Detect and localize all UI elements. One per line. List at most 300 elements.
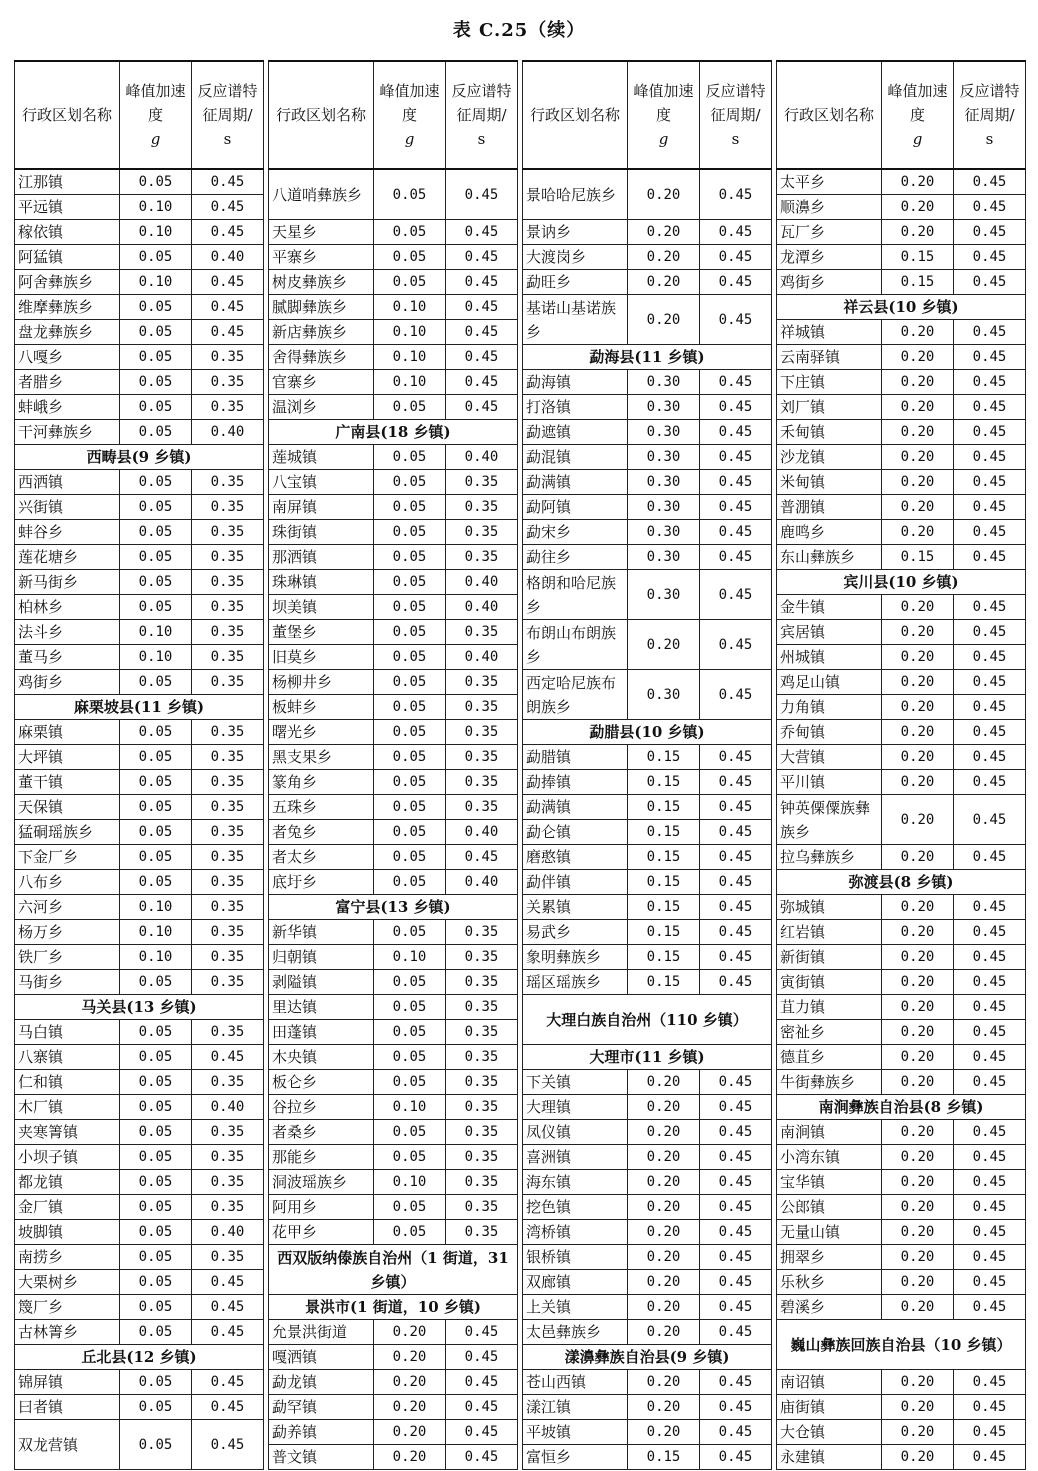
table-row: [269, 970, 518, 995]
table-row: [777, 195, 1026, 220]
table-row: [269, 495, 518, 520]
section-header-row: [777, 1320, 1026, 1370]
table-row: [777, 795, 1026, 845]
region-name-cell: 谷拉乡: [269, 1095, 374, 1120]
region-name-cell: 锦屏镇: [15, 1370, 120, 1395]
table-row: [523, 1445, 772, 1470]
header-name: 行政区划名称: [777, 61, 882, 169]
period-cell: 0.35: [446, 995, 518, 1020]
section-title: 漾濞彝族自治县(9 乡镇): [523, 1345, 772, 1370]
pga-cell: 0.20: [882, 370, 954, 395]
column-table: [268, 60, 518, 1470]
table-row: [523, 1170, 772, 1195]
period-cell: 0.35: [446, 620, 518, 645]
table-row: [777, 1195, 1026, 1220]
table-row: [777, 1020, 1026, 1045]
pga-cell: 0.20: [882, 445, 954, 470]
pga-cell: 0.05: [374, 520, 446, 545]
table-row: [15, 1120, 264, 1145]
period-cell: 0.45: [954, 595, 1026, 620]
region-name-cell: 下关镇: [523, 1070, 628, 1095]
pga-cell: 0.10: [374, 345, 446, 370]
region-name-cell: 大营镇: [777, 745, 882, 770]
pga-cell: 0.05: [120, 1320, 192, 1345]
region-name-cell: 杨柳井乡: [269, 670, 374, 695]
table-row: [523, 1195, 772, 1220]
pga-cell: 0.20: [628, 1195, 700, 1220]
region-name-cell: 勐海镇: [523, 370, 628, 395]
region-name-cell: 新街镇: [777, 945, 882, 970]
pga-cell: 0.05: [374, 1045, 446, 1070]
region-name-cell: 景讷乡: [523, 220, 628, 245]
period-cell: 0.45: [446, 1320, 518, 1345]
region-name-cell: 禾甸镇: [777, 420, 882, 445]
pga-cell: 0.05: [120, 845, 192, 870]
table-row: [15, 570, 264, 595]
header-row: [523, 61, 772, 169]
pga-cell: 0.05: [120, 320, 192, 345]
region-name-cell: 夹寒箐镇: [15, 1120, 120, 1145]
table-row: [15, 1170, 264, 1195]
header-name: 行政区划名称: [269, 61, 374, 169]
pga-cell: 0.20: [882, 1370, 954, 1395]
table-row: [777, 895, 1026, 920]
column-table: [522, 60, 772, 1470]
region-name-cell: 凤仪镇: [523, 1120, 628, 1145]
period-cell: 0.35: [192, 920, 264, 945]
region-name-cell: 格朗和哈尼族乡: [523, 570, 628, 620]
period-cell: 0.45: [954, 169, 1026, 195]
period-cell: 0.45: [954, 195, 1026, 220]
region-name-cell: 里达镇: [269, 995, 374, 1020]
section-title: 西畴县(9 乡镇): [15, 445, 264, 470]
table-row: [269, 670, 518, 695]
region-name-cell: 象明彝族乡: [523, 945, 628, 970]
pga-cell: 0.05: [374, 545, 446, 570]
region-name-cell: 董马乡: [15, 645, 120, 670]
region-name-cell: 鸡街乡: [15, 670, 120, 695]
region-name-cell: 富恒乡: [523, 1445, 628, 1470]
table-row: [15, 470, 264, 495]
period-cell: 0.35: [192, 370, 264, 395]
period-cell: 0.35: [192, 720, 264, 745]
region-name-cell: 乔甸镇: [777, 720, 882, 745]
region-name-cell: 苴力镇: [777, 995, 882, 1020]
pga-cell: 0.20: [374, 1370, 446, 1395]
period-cell: 0.45: [446, 1370, 518, 1395]
table-row: [15, 245, 264, 270]
pga-cell: 0.05: [120, 169, 192, 195]
pga-cell: 0.20: [882, 1195, 954, 1220]
period-cell: 0.45: [700, 970, 772, 995]
table-row: [269, 470, 518, 495]
pga-cell: 0.20: [882, 645, 954, 670]
region-name-cell: 剥隘镇: [269, 970, 374, 995]
header-period: 反应谱特征周期/ s: [192, 61, 264, 169]
table-row: [15, 495, 264, 520]
table-row: [15, 845, 264, 870]
table-row: [15, 520, 264, 545]
region-name-cell: 都龙镇: [15, 1170, 120, 1195]
period-cell: 0.35: [446, 520, 518, 545]
period-cell: 0.35: [192, 1245, 264, 1270]
pga-cell: 0.05: [120, 820, 192, 845]
period-cell: 0.45: [954, 1170, 1026, 1195]
period-cell: 0.45: [700, 570, 772, 620]
table-row: [777, 720, 1026, 745]
period-cell: 0.45: [192, 220, 264, 245]
region-name-cell: 双龙营镇: [15, 1420, 120, 1470]
table-row: [15, 595, 264, 620]
table-row: [777, 169, 1026, 195]
period-cell: 0.45: [700, 945, 772, 970]
table-column-4: [776, 60, 1025, 1470]
pga-cell: 0.05: [120, 395, 192, 420]
region-name-cell: 南屏镇: [269, 495, 374, 520]
period-cell: 0.35: [446, 945, 518, 970]
region-name-cell: 密祉乡: [777, 1020, 882, 1045]
section-title: 马关县(13 乡镇): [15, 995, 264, 1020]
pga-cell: 0.20: [628, 1420, 700, 1445]
period-cell: 0.45: [700, 870, 772, 895]
period-cell: 0.45: [954, 720, 1026, 745]
region-name-cell: 珠街镇: [269, 520, 374, 545]
table-row: [15, 545, 264, 570]
region-name-cell: 勐罕镇: [269, 1395, 374, 1420]
header-period: 反应谱特征周期/ s: [446, 61, 518, 169]
pga-cell: 0.05: [374, 845, 446, 870]
region-name-cell: 五珠乡: [269, 795, 374, 820]
period-cell: 0.45: [700, 1070, 772, 1095]
region-name-cell: 力角镇: [777, 695, 882, 720]
pga-cell: 0.05: [374, 570, 446, 595]
period-cell: 0.45: [954, 1045, 1026, 1070]
period-cell: 0.45: [954, 1120, 1026, 1145]
period-cell: 0.40: [446, 820, 518, 845]
table-row: [523, 395, 772, 420]
pga-cell: 0.05: [120, 1045, 192, 1070]
section-header-row: [15, 1345, 264, 1370]
period-cell: 0.45: [954, 1220, 1026, 1245]
table-row: [269, 270, 518, 295]
period-cell: 0.45: [446, 845, 518, 870]
pga-cell: 0.05: [374, 620, 446, 645]
table-row: [523, 220, 772, 245]
pga-cell: 0.20: [882, 1420, 954, 1445]
table-row: [777, 220, 1026, 245]
period-cell: 0.35: [192, 970, 264, 995]
pga-cell: 0.05: [374, 270, 446, 295]
table-row: [269, 445, 518, 470]
period-cell: 0.40: [446, 595, 518, 620]
period-cell: 0.35: [192, 870, 264, 895]
table-row: [269, 1120, 518, 1145]
header-period: 反应谱特征周期/ s: [700, 61, 772, 169]
table-row: [777, 245, 1026, 270]
region-name-cell: 大坪镇: [15, 745, 120, 770]
period-cell: 0.45: [954, 695, 1026, 720]
period-cell: 0.45: [954, 395, 1026, 420]
pga-cell: 0.20: [374, 1395, 446, 1420]
region-name-cell: 鸡街乡: [777, 270, 882, 295]
table-row: [15, 820, 264, 845]
region-name-cell: 易武乡: [523, 920, 628, 945]
period-cell: 0.45: [446, 320, 518, 345]
table-row: [269, 720, 518, 745]
region-name-cell: 钟英傈僳族彝族乡: [777, 795, 882, 845]
table-row: [523, 1245, 772, 1270]
region-name-cell: 庙街镇: [777, 1395, 882, 1420]
pga-cell: 0.30: [628, 370, 700, 395]
table-row: [269, 570, 518, 595]
pga-cell: 0.15: [628, 870, 700, 895]
table-row: [777, 470, 1026, 495]
region-name-cell: 新马街乡: [15, 570, 120, 595]
region-name-cell: 八嘎乡: [15, 345, 120, 370]
period-cell: 0.35: [192, 945, 264, 970]
pga-cell: 0.05: [120, 595, 192, 620]
section-header-row: [269, 420, 518, 445]
period-cell: 0.45: [954, 445, 1026, 470]
pga-cell: 0.05: [120, 1420, 192, 1470]
pga-cell: 0.05: [120, 1220, 192, 1245]
table-row: [269, 395, 518, 420]
period-cell: 0.45: [954, 1195, 1026, 1220]
section-title: 南涧彝族自治县(8 乡镇): [777, 1095, 1026, 1120]
table-row: [269, 695, 518, 720]
table-row: [15, 220, 264, 245]
region-name-cell: 阿猛镇: [15, 245, 120, 270]
table-row: [15, 945, 264, 970]
period-cell: 0.45: [954, 1245, 1026, 1270]
period-cell: 0.45: [954, 620, 1026, 645]
pga-cell: 0.20: [374, 1420, 446, 1445]
period-cell: 0.45: [954, 895, 1026, 920]
pga-cell: 0.05: [120, 345, 192, 370]
period-cell: 0.45: [700, 1145, 772, 1170]
region-name-cell: 普淜镇: [777, 495, 882, 520]
period-cell: 0.45: [700, 1095, 772, 1120]
table-row: [777, 1070, 1026, 1095]
region-name-cell: 底圩乡: [269, 870, 374, 895]
region-name-cell: 南涧镇: [777, 1120, 882, 1145]
table-row: [777, 1245, 1026, 1270]
period-cell: 0.45: [192, 1045, 264, 1070]
region-name-cell: 苍山西镇: [523, 1370, 628, 1395]
period-cell: 0.35: [446, 1045, 518, 1070]
region-name-cell: 蚌峨乡: [15, 395, 120, 420]
region-name-cell: 打洛镇: [523, 395, 628, 420]
pga-cell: 0.05: [120, 1295, 192, 1320]
pga-cell: 0.05: [374, 920, 446, 945]
pga-cell: 0.15: [628, 895, 700, 920]
pga-cell: 0.05: [374, 645, 446, 670]
header-period: 反应谱特征周期/ s: [954, 61, 1026, 169]
table-row: [523, 745, 772, 770]
period-cell: 0.40: [446, 645, 518, 670]
table-row: [523, 470, 772, 495]
pga-cell: 0.05: [120, 1170, 192, 1195]
period-cell: 0.45: [446, 1420, 518, 1445]
pga-cell: 0.05: [374, 1120, 446, 1145]
table-row: [777, 770, 1026, 795]
pga-cell: 0.30: [628, 420, 700, 445]
pga-cell: 0.05: [374, 795, 446, 820]
region-name-cell: 坝美镇: [269, 595, 374, 620]
header-pga: 峰值加速度 g: [628, 61, 700, 169]
period-cell: 0.35: [192, 1070, 264, 1095]
region-name-cell: 勐伴镇: [523, 870, 628, 895]
period-cell: 0.45: [954, 370, 1026, 395]
period-cell: 0.45: [446, 345, 518, 370]
table-row: [15, 970, 264, 995]
region-name-cell: 杨万乡: [15, 920, 120, 945]
period-cell: 0.35: [192, 495, 264, 520]
period-cell: 0.45: [954, 470, 1026, 495]
table-row: [523, 620, 772, 670]
pga-cell: 0.20: [628, 1270, 700, 1295]
table-row: [269, 520, 518, 545]
period-cell: 0.45: [192, 1295, 264, 1320]
region-name-cell: 官寨乡: [269, 370, 374, 395]
table-row: [777, 1270, 1026, 1295]
region-name-cell: 勐仑镇: [523, 820, 628, 845]
region-name-cell: 普文镇: [269, 1445, 374, 1470]
section-header-row: [269, 1295, 518, 1320]
pga-cell: 0.20: [628, 1170, 700, 1195]
period-cell: 0.45: [192, 1320, 264, 1345]
region-name-cell: 者腊乡: [15, 370, 120, 395]
region-name-cell: 麻栗镇: [15, 720, 120, 745]
region-name-cell: 顺濞乡: [777, 195, 882, 220]
pga-cell: 0.20: [628, 245, 700, 270]
period-cell: 0.45: [446, 245, 518, 270]
pga-cell: 0.20: [628, 169, 700, 220]
table-row: [523, 795, 772, 820]
region-name-cell: 允景洪街道: [269, 1320, 374, 1345]
region-name-cell: 德苴乡: [777, 1045, 882, 1070]
region-name-cell: 刘厂镇: [777, 395, 882, 420]
region-name-cell: 碧溪乡: [777, 1295, 882, 1320]
table-row: [523, 520, 772, 545]
region-name-cell: 舍得彝族乡: [269, 345, 374, 370]
region-name-cell: 马白镇: [15, 1020, 120, 1045]
section-title: 勐海县(11 乡镇): [523, 345, 772, 370]
period-cell: 0.45: [700, 1220, 772, 1245]
region-name-cell: 洞波瑶族乡: [269, 1170, 374, 1195]
period-cell: 0.45: [700, 445, 772, 470]
pga-cell: 0.05: [374, 169, 446, 220]
region-name-cell: 沙龙镇: [777, 445, 882, 470]
table-row: [269, 169, 518, 220]
table-row: [15, 645, 264, 670]
pga-cell: 0.20: [882, 520, 954, 545]
period-cell: 0.45: [446, 1445, 518, 1470]
pga-cell: 0.10: [120, 620, 192, 645]
period-cell: 0.45: [954, 670, 1026, 695]
section-header-row: [777, 1095, 1026, 1120]
table-row: [269, 1445, 518, 1470]
period-cell: 0.45: [700, 820, 772, 845]
section-header-row: [523, 995, 772, 1045]
region-name-cell: 马街乡: [15, 970, 120, 995]
pga-cell: 0.30: [628, 545, 700, 570]
pga-cell: 0.05: [120, 420, 192, 445]
period-cell: 0.45: [700, 1195, 772, 1220]
period-cell: 0.45: [954, 645, 1026, 670]
pga-cell: 0.10: [120, 220, 192, 245]
header-name: 行政区划名称: [15, 61, 120, 169]
period-cell: 0.45: [954, 495, 1026, 520]
period-cell: 0.45: [954, 1070, 1026, 1095]
pga-cell: 0.05: [120, 295, 192, 320]
pga-cell: 0.05: [374, 870, 446, 895]
region-name-cell: 小湾东镇: [777, 1145, 882, 1170]
section-title: 景洪市(1 街道，10 乡镇): [269, 1295, 518, 1320]
region-name-cell: 江那镇: [15, 169, 120, 195]
region-name-cell: 曰者镇: [15, 1395, 120, 1420]
period-cell: 0.45: [700, 770, 772, 795]
period-cell: 0.45: [954, 1370, 1026, 1395]
period-cell: 0.35: [446, 745, 518, 770]
period-cell: 0.35: [446, 1195, 518, 1220]
table-row: [777, 1445, 1026, 1470]
region-name-cell: 归朝镇: [269, 945, 374, 970]
region-name-cell: 乐秋乡: [777, 1270, 882, 1295]
period-cell: 0.45: [700, 470, 772, 495]
table-row: [523, 245, 772, 270]
table-row: [269, 1070, 518, 1095]
table-row: [523, 570, 772, 620]
region-name-cell: 六河乡: [15, 895, 120, 920]
region-name-cell: 者太乡: [269, 845, 374, 870]
pga-cell: 0.05: [120, 1145, 192, 1170]
region-name-cell: 板仑乡: [269, 1070, 374, 1095]
table-row: [269, 220, 518, 245]
region-name-cell: 景哈哈尼族乡: [523, 169, 628, 220]
period-cell: 0.35: [446, 970, 518, 995]
table-row: [269, 320, 518, 345]
region-name-cell: 寅街镇: [777, 970, 882, 995]
period-cell: 0.45: [700, 1295, 772, 1320]
pga-cell: 0.20: [882, 1020, 954, 1045]
pga-cell: 0.20: [882, 1395, 954, 1420]
pga-cell: 0.15: [882, 545, 954, 570]
pga-cell: 0.05: [120, 1195, 192, 1220]
region-name-cell: 阿用乡: [269, 1195, 374, 1220]
period-cell: 0.45: [700, 1370, 772, 1395]
pga-cell: 0.15: [628, 970, 700, 995]
period-cell: 0.45: [954, 745, 1026, 770]
table-row: [15, 195, 264, 220]
period-cell: 0.45: [446, 295, 518, 320]
region-name-cell: 干河彝族乡: [15, 420, 120, 445]
region-name-cell: 天星乡: [269, 220, 374, 245]
table-row: [15, 1195, 264, 1220]
section-title: 大理市(11 乡镇): [523, 1045, 772, 1070]
period-cell: 0.45: [192, 1370, 264, 1395]
region-name-cell: 湾桥镇: [523, 1220, 628, 1245]
table-row: [523, 1420, 772, 1445]
pga-cell: 0.10: [374, 1095, 446, 1120]
region-name-cell: 仁和镇: [15, 1070, 120, 1095]
period-cell: 0.35: [192, 795, 264, 820]
table-row: [523, 545, 772, 570]
table-row: [269, 1170, 518, 1195]
period-cell: 0.40: [192, 1095, 264, 1120]
table-row: [777, 495, 1026, 520]
region-name-cell: 弥城镇: [777, 895, 882, 920]
